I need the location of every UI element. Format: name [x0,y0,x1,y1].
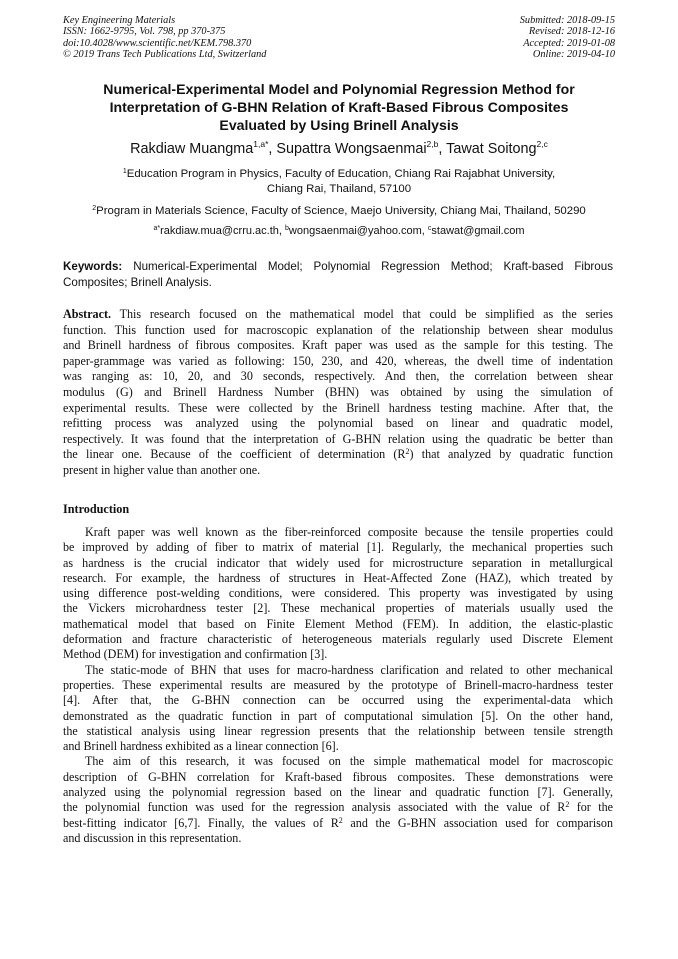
author-emails: $^{a*}$rakdiaw.mua@crru.ac.th, $^b$wongsaenmai@yahoo.com, $^c$stawat@gmail.com [153,225,525,237]
author-affil-mark: 1,a* [253,139,269,149]
abstract-line: modulus (G) and Brinell Hardness Number (BHN) was obtained by using the simulation of [63,384,613,399]
intro-line: description of G-BHN correlation for Kraft-based fibrous composites. These demonstrations were [63,769,613,784]
abstract-section [63,307,613,479]
email-link[interactable]: wongsaenmai@yahoo.com [288,225,422,237]
intro-line: and discussion in this representation. [63,830,242,845]
abstract-line: experimental results. These were collected by the Brinell hardness testing machine. After that, the [63,400,613,415]
intro-line: deformation and fracture characteristic of heterogeneous materials regularly used Discrete Element [63,632,613,647]
author-name: Tawat Soitong [446,141,537,157]
author-affil-mark: 2,b [426,139,439,149]
intro-line: Method (DEM) for investigation and confirmation [3]. [63,647,328,662]
date-revised: Revised: 2018-12-16 [528,26,615,38]
abstract-line: This research focused on the mathematical model that could be simplified as the series [119,307,613,321]
author-list: Rakdiaw Muangma$^{1,a*}$, Supattra Wongsaenmai$^{2,b}$, Tawat Soitong$^{2,c}$ [130,139,548,157]
intro-line: the Vickers microhardness tester [2]. These mechanical properties of materials usually used the [63,601,613,616]
intro-line [63,800,613,815]
abstract-line: refitting process was analyzed using the polynomial based on linear and quadratic model, [63,416,613,431]
affil-mark: 1 [122,168,127,175]
abstract-text: the linear one. Because of the coefficient of determination (R [63,447,406,462]
keywords-section [63,259,613,291]
abstract-line: present in higher value than another one. [63,462,261,477]
abstract-label: Abstract. [63,307,112,321]
introduction-body [63,525,613,846]
intro-text: for the [569,800,613,815]
keywords-text: Numerical-Experimental Model; Polynomial Regression Method; Kraft-based Fibrous [133,260,613,273]
title-line: Interpretation of G-BHN Relation of Kraft-Based Fibrous Composites [109,99,569,115]
author-name: Supattra Wongsaenmai [276,141,427,157]
abstract-line: paper-grammage was varied as following: 150, 230, and 420, whereas, the dwell time of indentation [63,353,613,368]
intro-line: [4]. After that, the G-BHN connection can be occurred using the experimental-data which [63,693,613,708]
intro-line: The aim of this research, it was focused on the simple mathematical model for macroscopic [85,754,613,769]
keywords-text: Composites; Brinell Analysis. [63,276,212,289]
intro-line [63,816,613,831]
journal-doi: doi:10.4028/www.scientific.net/KEM.798.370 [63,37,252,49]
abstract-text: ) that analyzed by quadratic function [409,447,613,462]
title-line: Numerical-Experimental Model and Polynomial Regression Method for [103,81,575,97]
intro-line: using difference post-welding conditions, were considered. This property was investigated by using [63,586,613,601]
intro-line: Kraft paper was well known as the fiber-reinforced composite because the tensile properties could [85,525,613,539]
intro-line: properties. These experimental results are measured by the prototype of Brinell-macro-hardness tester [63,677,613,692]
email-link[interactable]: rakdiaw.mua@crru.ac.th [160,225,279,237]
superscript: 2 [338,815,343,825]
intro-line: the statistical analysis using linear regression presents that the relationship between tensile strength [63,723,613,738]
date-submitted: Submitted: 2018-09-15 [519,15,615,26]
affiliation-2 [0,204,678,219]
intro-line: The static-mode of BHN that uses for macro-hardness clarification and related to other mechanical [85,662,613,677]
affil-text: Chiang Rai, Thailand, 57100 [266,183,412,195]
intro-line: demonstrated as the quadratic function in part of computational simulation [5]. On the other hand, [63,708,613,723]
email-link[interactable]: stawat@gmail.com [431,225,525,237]
affil-text: Education Program in Physics, Faculty of Education, Chiang Rai Rajabhat University, [126,168,556,180]
abstract-line: respectively. It was found that the interpretation of G-BHN relation using the quadratic be better than [63,431,613,446]
superscript: 2 [565,800,570,810]
abstract-line [63,447,613,463]
intro-text: and the G-BHN association used for comparison [342,815,613,830]
journal-issn: ISSN: 1662-9795, Vol. 798, pp 370-375 [63,26,226,38]
title-line: Evaluated by Using Brinell Analysis [219,117,459,133]
email-mark: a* [153,225,161,232]
email-mark: c [427,225,432,232]
intro-text: best-fitting indicator [6,7]. Finally, the values of R [63,815,339,830]
intro-line: analyzed using the polynomial regression based on the linear and quadratic function [7]. Generally, [63,785,613,800]
superscript: 2 [405,447,410,457]
intro-line: research. For example, the hardness of structures in Heat-Affected Zone (HAZ), which treated by [63,570,613,585]
introduction-heading: Introduction [63,502,130,516]
intro-line: and Brinell hardness exhibited as a linear connection [6]. [63,739,339,754]
intro-line: as hardness is the crucial indicator that widely used for microstructure separation in metallurgical [63,555,613,570]
journal-info [63,15,266,61]
journal-name: Key Engineering Materials [63,15,176,26]
author-affil-mark: 2,c [536,139,548,149]
affiliation-1 [0,167,678,197]
paper-title [50,80,628,134]
intro-text: the polynomial function was used for the regression analysis associated with the value of R [63,800,566,815]
affil-mark: 2 [92,205,97,212]
email-mark: b [285,225,289,232]
keywords-label: Keywords: [63,260,123,273]
abstract-line: and Brinell hardness of fibrous composites. Kraft paper was used as the sample for this testing. The [63,338,613,353]
affil-text: Program in Materials Science, Faculty of Science, Maejo University, Chiang Mai, Thailand, 50290 [96,205,586,217]
date-accepted: Accepted: 2019-01-08 [523,37,615,49]
date-online: Online: 2019-04-10 [532,49,615,61]
intro-line: be improved by adding of fiber to matrix of material [1]. Regularly, the mechanical properties such [63,540,613,555]
journal-copyright: © 2019 Trans Tech Publications Ltd, Switzerland [63,49,267,61]
intro-line: mathematical model that based on Finite Element Method (FEM). In addition, the elastic-plastic [63,616,613,631]
publication-dates [520,15,615,61]
abstract-line: was ranging as: 10, 20, and 30 seconds, respectively. And then, the correlation between shear [63,369,613,384]
author-name: Rakdiaw Muangma [130,141,254,157]
abstract-line: function. This function used for macroscopic explanation of the relationship between shear modulus [63,322,613,337]
